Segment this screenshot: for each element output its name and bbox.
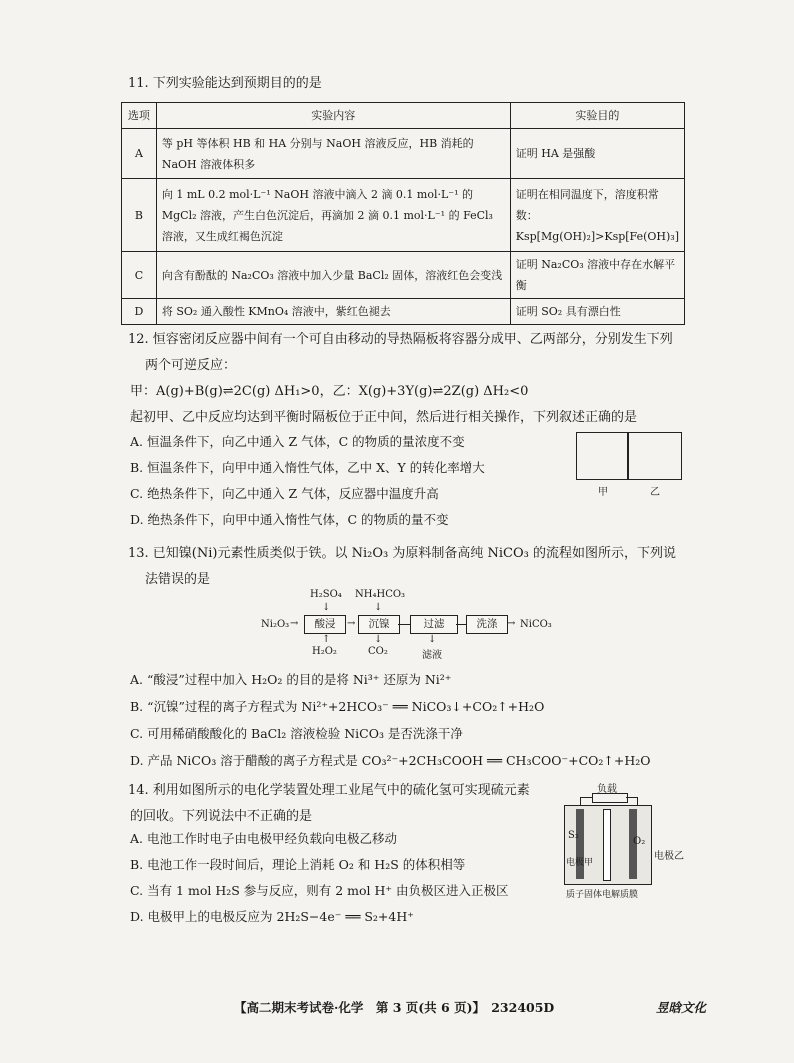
arrow-line xyxy=(398,624,410,625)
flow-step-filter: 过滤 xyxy=(410,615,458,634)
flow-start: Ni₂O₃ xyxy=(261,619,290,630)
arrow-line xyxy=(456,624,466,625)
q13-stem-line2: 法错误的是 xyxy=(145,572,211,587)
table-header-row xyxy=(122,103,685,129)
flow-end: NiCO₃ xyxy=(520,619,552,630)
label-s2: S₂ xyxy=(568,830,579,841)
input-h2so4: H₂SO₄ xyxy=(310,589,342,600)
q11-table xyxy=(121,102,685,325)
row-purpose: 证明 Na₂CO₃ 溶液中存在水解平衡 xyxy=(510,252,684,299)
header-purpose: 实验目的 xyxy=(510,103,684,129)
label-electrode-a: 电极甲 xyxy=(566,858,594,868)
q14-option-a: A. 电池工作时电子由电极甲经负载向电极乙移动 xyxy=(130,831,397,846)
row-option: A xyxy=(122,129,157,179)
q12-option-a: A. 恒温条件下，向乙中通入 Z 气体，C 的物质的量浓度不变 xyxy=(130,434,465,449)
q14-stem-line2: 的回收。下列说法中不正确的是 xyxy=(130,809,313,824)
table-row xyxy=(122,179,685,252)
flow-step-precipitate: 沉镍 xyxy=(358,615,400,634)
label-electrode-b: 电极乙 xyxy=(654,851,684,862)
row-option: B xyxy=(122,179,157,252)
q14-option-b: B. 电池工作一段时间后，理论上消耗 O₂ 和 H₂S 的体积相等 xyxy=(130,857,466,872)
header-option: 选项 xyxy=(122,103,157,129)
brand-mark: 昱晗文化 xyxy=(656,1000,707,1015)
row-content: 向 1 mL 0.2 mol·L⁻¹ NaOH 溶液中滴入 2 滴 0.1 mol·L⁻¹ 的 MgCl₂ 溶液，产生白色沉淀后，再滴加 2 滴 0.1 mol·L⁻¹ 的 FeCl₃ 溶液，又生成红褐色沉淀 xyxy=(156,179,510,252)
membrane-caption: 质子固体电解质膜 xyxy=(566,890,639,900)
q13-option-b: B. “沉镍”过程的离子方程式为 Ni²⁺+2HCO₃⁻ ══ NiCO₃↓+CO₂↑+H₂O xyxy=(130,699,545,714)
arrow-icon: → xyxy=(347,618,356,629)
q14-option-d: D. 电极甲上的电极反应为 2H₂S−4e⁻ ══ S₂+4H⁺ xyxy=(130,909,414,924)
q14-option-c: C. 当有 1 mol H₂S 参与反应，则有 2 mol H⁺ 由负极区进入正极区 xyxy=(130,883,509,898)
arrow-icon: → xyxy=(290,618,299,629)
row-option: C xyxy=(122,252,157,299)
row-purpose: 证明 HA 是强酸 xyxy=(510,129,684,179)
load-resistor-icon xyxy=(592,793,628,803)
q13-option-d: D. 产品 NiCO₃ 溶于醋酸的离子方程式是 CO₃²⁻+2CH₃COOH ══ CH₃COO⁻+CO₂↑+H₂O xyxy=(130,753,651,768)
q12-option-c: C. 绝热条件下，向乙中通入 Z 气体，反应器中温度升高 xyxy=(130,486,439,501)
row-purpose: 证明 SO₂ 具有漂白性 xyxy=(510,299,684,325)
header-content: 实验内容 xyxy=(156,103,510,129)
table-row xyxy=(122,252,685,299)
input-nh4hco3: NH₄HCO₃ xyxy=(355,589,406,600)
flow-step-acid-leach: 酸浸 xyxy=(304,615,346,634)
q12-stem-line2: 两个可逆反应： xyxy=(145,358,237,373)
arrow-up-icon: ↑ xyxy=(322,634,331,645)
arrow-icon: → xyxy=(507,618,516,629)
table-row xyxy=(122,129,685,179)
q12-option-d: D. 绝热条件下，向甲中通入惰性气体，C 的物质的量不变 xyxy=(130,512,449,527)
row-content: 向含有酚酞的 Na₂CO₃ 溶液中加入少量 BaCl₂ 固体，溶液红色会变浅 xyxy=(156,252,510,299)
input-h2o2: H₂O₂ xyxy=(312,646,337,657)
q14-stem-line1: 14. 利用如图所示的电化学装置处理工业尾气中的硫化氢可实现硫元素 xyxy=(128,783,530,798)
row-option: D xyxy=(122,299,157,325)
q13-option-c: C. 可用稀硝酸酸化的 BaCl₂ 溶液检验 NiCO₃ 是否洗涤干净 xyxy=(130,726,463,741)
arrow-down-icon: ↓ xyxy=(374,602,383,613)
arrow-down-icon: ↓ xyxy=(428,634,437,645)
proton-membrane xyxy=(603,809,611,881)
q12-container-figure xyxy=(576,432,682,480)
page-footer: 【高二期末考试卷·化学 第 3 页(共 6 页)】 232405D xyxy=(234,1000,555,1015)
q13-stem-line1: 13. 已知镍(Ni)元素性质类似于铁。以 Ni₂O₃ 为原料制备高纯 NiCO₃ 的流程如图所示，下列说 xyxy=(128,546,676,561)
label-yi: 乙 xyxy=(650,487,660,498)
q13-option-a: A. “酸浸”过程中加入 H₂O₂ 的目的是将 Ni³⁺ 还原为 Ni²⁺ xyxy=(130,672,452,687)
q11-stem: 11. 下列实验能达到预期目的的是 xyxy=(128,76,322,91)
row-purpose: 证明在相同温度下，溶度积常数：Ksp[Mg(OH)₂]>Ksp[Fe(OH)₃] xyxy=(510,179,684,252)
row-content: 等 pH 等体积 HB 和 HA 分别与 NaOH 溶液反应，HB 消耗的 NaOH 溶液体积多 xyxy=(156,129,510,179)
row-content: 将 SO₂ 通入酸性 KMnO₄ 溶液中，紫红色褪去 xyxy=(156,299,510,325)
table-row xyxy=(122,299,685,325)
divider-plate xyxy=(627,433,629,479)
load-label: 负载 xyxy=(597,784,617,795)
flow-step-wash: 洗涤 xyxy=(466,615,508,634)
wire xyxy=(580,797,592,798)
label-o2: O₂ xyxy=(633,836,646,847)
electrode-a xyxy=(576,809,584,879)
label-jia: 甲 xyxy=(598,487,608,498)
q12-stem-line3: 起初甲、乙中反应均达到平衡时隔板位于正中间，然后进行相关操作，下列叙述正确的是 xyxy=(130,410,638,425)
q12-reactions: 甲：A(g)+B(g)⇌2C(g) ΔH₁>0，乙：X(g)+3Y(g)⇌2Z(g) ΔH₂<0 xyxy=(130,384,529,399)
q12-option-b: B. 恒温条件下，向甲中通入惰性气体，乙中 X、Y 的转化率增大 xyxy=(130,460,485,475)
q12-stem-line1: 12. 恒容密闭反应器中间有一个可自由移动的导热隔板将容器分成甲、乙两部分，分别发生下列 xyxy=(128,332,673,347)
output-co2: CO₂ xyxy=(368,646,388,657)
arrow-down-icon: ↓ xyxy=(322,602,331,613)
arrow-down-icon: ↓ xyxy=(374,634,383,645)
output-filtrate: 滤液 xyxy=(422,650,442,661)
